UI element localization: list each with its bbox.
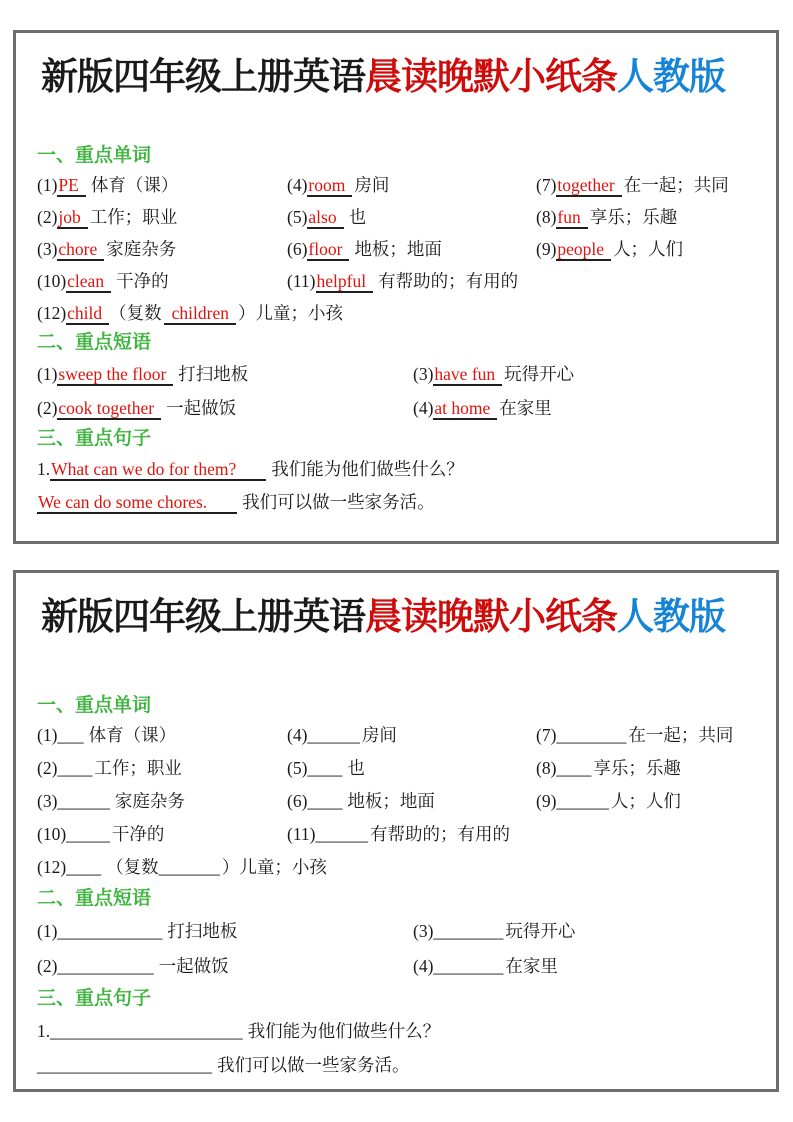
fill-in-blank: ______ (57, 791, 110, 811)
word-item: (11)______ 有帮助的；有用的 (287, 824, 511, 844)
fill-in-blank: ____ (307, 791, 343, 811)
answer-sheet-panel (13, 30, 779, 544)
section-heading-key-phrases: 二、重点短语 (37, 888, 152, 909)
key-phrases-grid (37, 914, 758, 984)
fill-in-blank: ____ (57, 758, 93, 778)
phrase-item: (1)____________ 打扫地板 (37, 921, 238, 941)
fill-in-blank: ______________________ (50, 1021, 243, 1041)
word-item: (9)people 人；人们 (536, 239, 684, 259)
key-phrases-grid (37, 357, 758, 425)
sentence-item: 1.What can we do for them? 我们能为他们做些什么？ (37, 459, 464, 479)
title-part-blue: 人教版 (617, 56, 725, 97)
section-heading-key-phrases: 二、重点短语 (37, 332, 152, 353)
word-item: (10)clean 干净的 (37, 271, 169, 291)
title-part-red: 晨读晚默小纸条 (365, 596, 617, 637)
word-item: (7)________ 在一起；共同 (536, 725, 734, 745)
fill-in-blank: ________ (433, 921, 504, 941)
page-title (37, 55, 758, 99)
word-item: (3)chore 家庭杂务 (37, 239, 177, 259)
word-item: (11)helpful 有帮助的；有用的 (287, 271, 519, 291)
practice-sheet-panel (13, 570, 779, 1092)
word-item: (6)floor 地板；地面 (287, 239, 442, 259)
word-item: (1)PE 体育（课） (37, 175, 179, 195)
fill-in-blank: ______ (315, 824, 369, 844)
fill-in-blank: ____ (66, 857, 102, 877)
title-part-blue: 人教版 (617, 596, 725, 637)
word-item-child: (12)____ （复数_______ ）儿童；小孩 (37, 857, 327, 877)
word-item: (4)room 房间 (287, 175, 390, 195)
word-item: (2)____ 工作；职业 (37, 758, 182, 778)
phrase-item: (3)________ 玩得开心 (413, 921, 576, 941)
word-item: (3)______ 家庭杂务 (37, 791, 185, 811)
key-words-grid (37, 169, 758, 265)
section-heading-key-sentences: 三、重点句子 (37, 428, 152, 449)
phrase-item: (4)________ 在家里 (413, 956, 558, 976)
title-part-red: 晨读晚默小纸条 (365, 56, 617, 97)
fill-in-blank: ________ (556, 725, 627, 745)
word-item: (8)fun 享乐；乐趣 (536, 207, 678, 227)
phrase-item: (3)have fun 玩得开心 (413, 364, 575, 384)
phrase-item: (2)___________ 一起做饭 (37, 956, 229, 976)
word-item-child: (12)child （复数 children ）儿童；小孩 (37, 303, 343, 323)
word-item: (8)____ 享乐；乐趣 (536, 758, 681, 778)
word-item: (2)job 工作；职业 (37, 207, 178, 227)
word-item: (6)____ 地板；地面 (287, 791, 435, 811)
page-title (37, 595, 758, 639)
fill-in-blank: ___ (57, 725, 84, 745)
fill-in-blank: ___________ (57, 956, 154, 976)
word-item: (1)___ 体育（课） (37, 725, 177, 745)
word-item: (5)also 也 (287, 207, 367, 227)
sentence-item: We can do some chores. 我们可以做一些家务活。 (38, 492, 435, 512)
key-words-grid (37, 719, 758, 818)
sentence-item: ____________________ 我们可以做一些家务活。 (37, 1055, 410, 1075)
word-item: (9)______ 人；人们 (536, 791, 681, 811)
word-item: (4)______ 房间 (287, 725, 397, 745)
phrase-item: (4)at home 在家里 (413, 398, 552, 418)
word-item: (5)____ 也 (287, 758, 365, 778)
word-item: (10)_____ 干净的 (37, 824, 165, 844)
phrase-item: (2)cook together 一起做饭 (37, 398, 237, 418)
title-part-black: 新版四年级上册英语 (41, 596, 365, 637)
section-heading-key-sentences: 三、重点句子 (37, 988, 152, 1009)
phrase-item: (1)sweep the floor 打扫地板 (37, 364, 249, 384)
title-part-black: 新版四年级上册英语 (41, 56, 365, 97)
fill-in-blank: ______ (556, 791, 609, 811)
key-words-grid-row4 (37, 818, 758, 851)
fill-in-blank: ____ (307, 758, 343, 778)
section-heading-key-words: 一、重点单词 (37, 695, 152, 716)
fill-in-blank: _____ (66, 824, 110, 844)
key-words-grid-row4 (37, 265, 758, 297)
fill-in-blank: _______ (158, 857, 220, 877)
fill-in-blank: ____ (556, 758, 592, 778)
fill-in-blank: ____________ (57, 921, 163, 941)
fill-in-blank: ________ (433, 956, 504, 976)
word-item: (7)together 在一起；共同 (536, 175, 729, 195)
fill-in-blank: ______ (307, 725, 360, 745)
sentence-item: 1.______________________ 我们能为他们做些什么？ (37, 1021, 441, 1041)
fill-in-blank: ____________________ (37, 1055, 212, 1075)
section-heading-key-words: 一、重点单词 (37, 145, 152, 166)
